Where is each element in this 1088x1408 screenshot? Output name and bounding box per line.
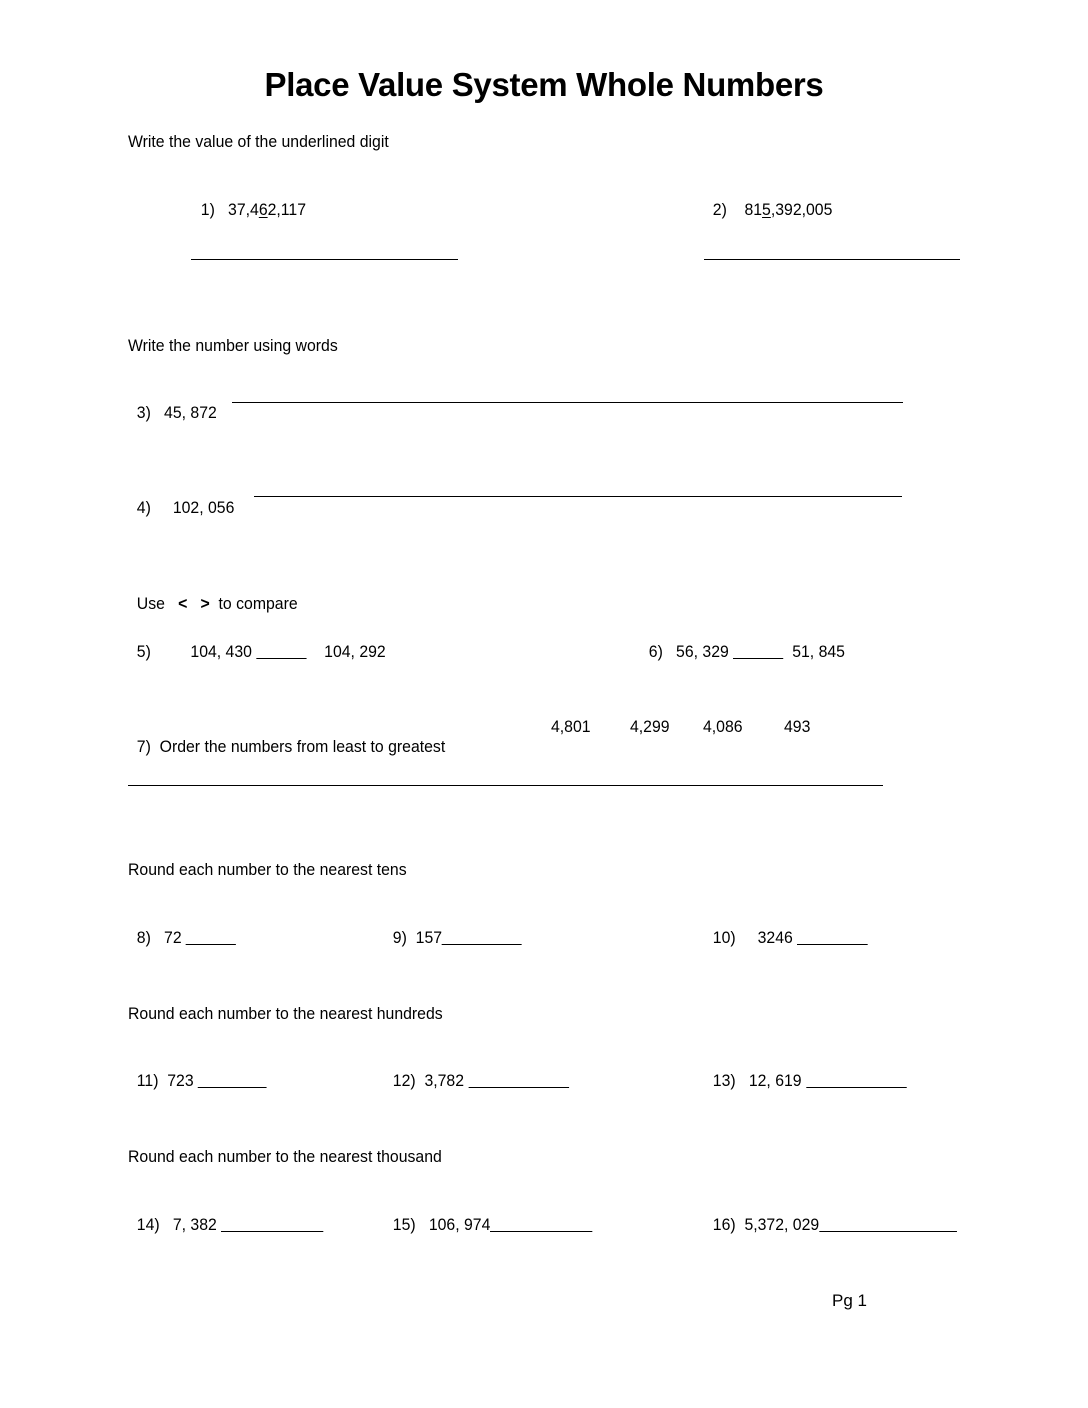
question-6 (640, 622, 845, 662)
question-number: 5) (136, 642, 151, 661)
question-13 (704, 1051, 906, 1091)
underlined-digit: 5 (762, 200, 771, 219)
question-value: 12, 619 (748, 1071, 802, 1090)
question-15 (384, 1195, 593, 1235)
greater-than-symbol: > (200, 594, 210, 613)
section-heading-hundreds: Round each number to the nearest hundreds (128, 1004, 443, 1023)
question-10 (704, 908, 868, 948)
answer-blank[interactable] (468, 1072, 568, 1088)
answer-blank[interactable] (221, 1216, 323, 1232)
answer-line-4[interactable] (254, 496, 902, 497)
question-value: 102, 056 (172, 498, 235, 517)
answer-line-2[interactable] (704, 259, 960, 260)
question-value: 157 (415, 928, 443, 947)
answer-blank[interactable] (442, 929, 522, 945)
compare-blank[interactable] (733, 643, 783, 659)
question-number: 11) (136, 1071, 159, 1090)
section-heading-words: Write the number using words (128, 336, 338, 355)
question-9 (384, 908, 522, 948)
question-number: 6) (648, 642, 663, 661)
question-4 (128, 478, 234, 518)
question-value: 5,372, 029 (744, 1215, 820, 1234)
answer-line-7[interactable] (128, 785, 883, 786)
number-part: 2,117 (267, 200, 307, 219)
question-value: 72 (164, 928, 182, 947)
question-number: 2) (712, 200, 727, 219)
order-number: 493 (784, 717, 811, 736)
question-number: 15) (392, 1215, 416, 1234)
number-part: 81 (744, 200, 763, 219)
compare-right: 51, 845 (792, 642, 845, 661)
answer-blank[interactable] (198, 1072, 267, 1088)
compare-right: 104, 292 (324, 642, 386, 661)
number-part: ,392,005 (770, 200, 833, 219)
question-value: 3246 (757, 928, 793, 947)
question-number: 4) (136, 498, 151, 517)
question-number: 13) (712, 1071, 736, 1090)
underlined-digit: 6 (258, 200, 268, 219)
question-value: 3,782 (424, 1071, 465, 1090)
answer-blank[interactable] (490, 1216, 592, 1232)
question-value: 7, 382 (172, 1215, 217, 1234)
page-title: Place Value System Whole Numbers (264, 66, 824, 103)
compare-left: 104, 430 (190, 642, 252, 661)
question-value: 723 (167, 1071, 194, 1090)
answer-line-1[interactable] (191, 259, 458, 260)
question-number: 1) (200, 200, 215, 219)
question-number: 3) (136, 403, 151, 422)
question-1 (192, 180, 306, 220)
question-3 (128, 383, 217, 423)
question-11 (128, 1051, 267, 1091)
page-number: Pg 1 (832, 1291, 867, 1310)
order-number: 4,086 (703, 717, 743, 736)
question-number: 8) (136, 928, 151, 947)
answer-blank[interactable] (186, 929, 236, 945)
compare-left: 56, 329 (676, 642, 729, 661)
order-prompt: Order the numbers from least to greatest (159, 737, 446, 756)
number-part: 37,4 (228, 200, 259, 219)
section-heading-tens: Round each number to the nearest tens (128, 860, 407, 879)
answer-blank[interactable] (797, 929, 868, 945)
question-number: 7) (136, 737, 151, 756)
question-number: 9) (392, 928, 407, 947)
order-number: 4,801 (551, 717, 591, 736)
order-number: 4,299 (630, 717, 670, 736)
answer-line-3[interactable] (232, 402, 903, 403)
question-value: 106, 974 (428, 1215, 491, 1234)
question-14 (128, 1195, 323, 1235)
section-heading-compare: Use < > to compare (136, 594, 298, 613)
question-number: 14) (136, 1215, 160, 1234)
question-number: 12) (392, 1071, 416, 1090)
question-8 (128, 908, 236, 948)
question-5 (128, 622, 386, 662)
question-number: 10) (712, 928, 736, 947)
question-number: 16) (712, 1215, 736, 1234)
question-7 (128, 717, 445, 757)
question-value: 45, 872 (164, 403, 217, 422)
less-than-symbol: < (178, 594, 188, 613)
question-12 (384, 1051, 569, 1091)
answer-blank[interactable] (819, 1216, 957, 1232)
compare-blank[interactable] (256, 643, 306, 659)
section-heading-underlined-digit: Write the value of the underlined digit (128, 132, 389, 151)
question-16 (704, 1195, 957, 1235)
answer-blank[interactable] (806, 1072, 906, 1088)
section-heading-thousand: Round each number to the nearest thousand (128, 1147, 442, 1166)
question-2 (704, 180, 832, 220)
